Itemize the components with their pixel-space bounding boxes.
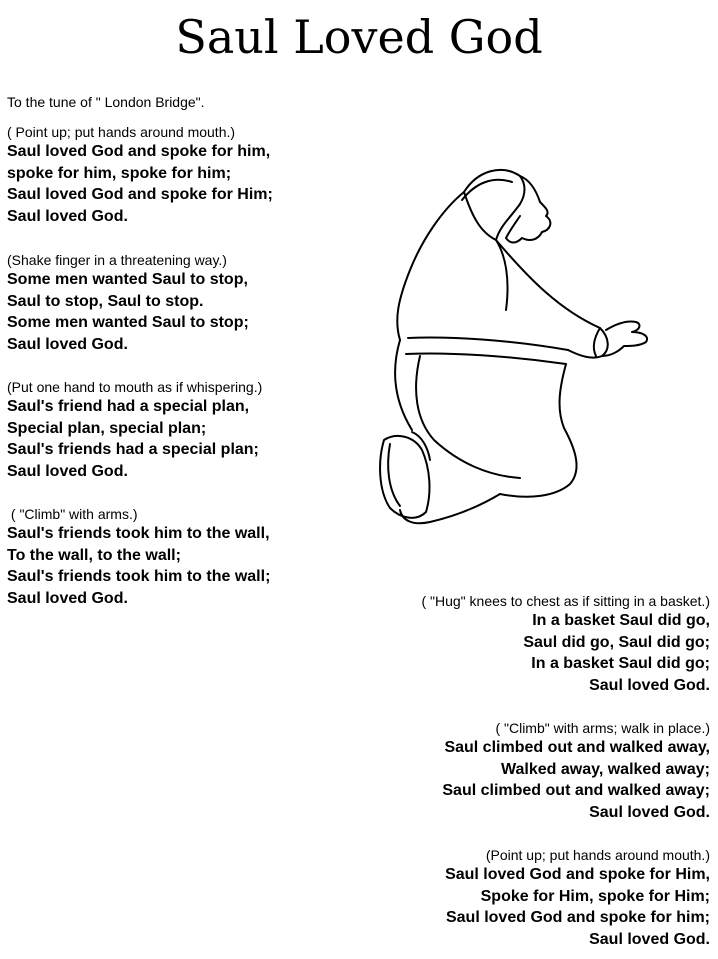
kneeling-man-illustration bbox=[360, 160, 665, 535]
heel bbox=[412, 432, 430, 460]
lyric-line: Spoke for Him, spoke for Him; bbox=[480, 887, 710, 905]
lyric-line: In a basket Saul did go; bbox=[531, 655, 710, 672]
stanza-7 bbox=[445, 846, 710, 950]
lyric-line: Saul loved God and spoke for him; bbox=[445, 909, 710, 926]
lyric-line: Some men wanted Saul to stop; bbox=[7, 314, 249, 331]
lyric-line: spoke for him, spoke for him; bbox=[7, 164, 232, 182]
stanza-5 bbox=[421, 592, 710, 696]
belt bbox=[406, 338, 568, 365]
lyric-line: Walked away, walked away; bbox=[501, 760, 710, 778]
lyric-line: Saul loved God. bbox=[589, 930, 710, 948]
lyric-line: Saul loved God. bbox=[7, 335, 128, 353]
lyric-line: Saul's friends took him to the wall; bbox=[7, 568, 271, 585]
stanza-instruction: ( "Climb" with arms; walk in place.) bbox=[495, 720, 710, 736]
lyric-line: Saul loved God. bbox=[7, 589, 128, 607]
stanza-instruction: ( "Climb" with arms.) bbox=[7, 506, 138, 522]
lyric-line: Saul climbed out and walked away; bbox=[442, 782, 710, 799]
lyric-line: Saul's friends had a special plan; bbox=[7, 441, 259, 458]
page-title: Saul Loved God bbox=[175, 10, 543, 64]
sandal-sole bbox=[388, 444, 400, 506]
lyric-line: Saul's friends took him to the wall, bbox=[7, 525, 270, 542]
lyric-line: Saul to stop, Saul to stop. bbox=[7, 292, 204, 310]
hand-outline bbox=[602, 321, 647, 356]
lyric-line: Some men wanted Saul to stop, bbox=[7, 271, 248, 288]
stanza-instruction: (Put one hand to mouth as if whispering.) bbox=[7, 379, 263, 395]
sleeve-cuff bbox=[594, 328, 600, 356]
stanza-2 bbox=[7, 251, 249, 355]
stanza-4 bbox=[7, 505, 270, 609]
lyric-line: Saul loved God and spoke for Him; bbox=[7, 186, 273, 203]
lyric-line: Saul loved God and spoke for Him, bbox=[445, 866, 710, 883]
lyric-line: Saul did go, Saul did go; bbox=[523, 633, 710, 651]
stanza-instruction: ( "Hug" knees to chest as if sitting in a basket.) bbox=[421, 593, 710, 609]
lyric-line: Special plan, special plan; bbox=[7, 419, 207, 437]
lyric-line: To the wall, to the wall; bbox=[7, 546, 181, 564]
stanza-instruction: (Point up; put hands around mouth.) bbox=[485, 847, 710, 863]
stanza-6 bbox=[442, 719, 710, 823]
lyric-line: Saul loved God. bbox=[589, 676, 710, 694]
stanza-1 bbox=[7, 123, 273, 227]
collar bbox=[464, 192, 508, 310]
lyric-line: Saul's friend had a special plan, bbox=[7, 398, 250, 415]
lyric-line: In a basket Saul did go, bbox=[532, 612, 710, 629]
stanza-3 bbox=[7, 378, 262, 482]
thigh-line bbox=[416, 356, 520, 478]
foot-outline bbox=[380, 436, 429, 518]
lyric-line: Saul loved God. bbox=[7, 462, 128, 480]
tune-note: To the tune of " London Bridge". bbox=[7, 94, 205, 110]
hood-band bbox=[462, 180, 512, 200]
sleeve-outline bbox=[496, 240, 608, 358]
lyric-line: Saul climbed out and walked away, bbox=[444, 739, 710, 756]
robe-bottom bbox=[400, 494, 500, 523]
robe-back bbox=[397, 192, 464, 340]
stanza-instruction: ( Point up; put hands around mouth.) bbox=[7, 124, 236, 140]
stanza-instruction: (Shake finger in a threatening way.) bbox=[7, 252, 227, 268]
lyric-line: Saul loved God and spoke for him, bbox=[7, 143, 271, 160]
face-outline bbox=[506, 176, 550, 243]
lyric-line: Saul loved God. bbox=[589, 803, 710, 821]
lyric-line: Saul loved God. bbox=[7, 207, 128, 225]
